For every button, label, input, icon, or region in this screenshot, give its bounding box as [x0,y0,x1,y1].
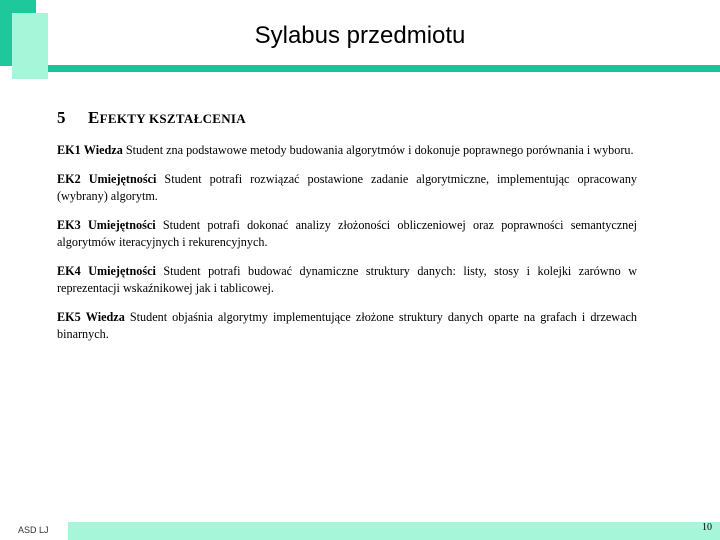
outcome-code: EK5 [57,310,81,324]
outcome-category: Wiedza [83,143,123,157]
outcome-text: Student potrafi budować dynamiczne struktury danych: listy, stosy i kolejki zarówno w reprezentacji wskaźnikowej jak i tablicowej. [57,264,638,295]
section-title-rest: FEKTY KSZTAŁCENIA [99,111,246,126]
outcome-category: Wiedza [85,310,125,324]
outcome-code: EK4 [57,264,81,278]
outcome-code: EK3 [57,218,81,232]
footer-label: ASD LJ [18,525,49,535]
outcome-text: Student potrafi rozwiązać postawione zadanie algorytmiczne, implementując opracowany (wybrany) algorytm. [57,172,638,203]
outcome-code: EK1 [57,143,81,157]
outcome-item [57,142,637,159]
slide-title: Sylabus przedmiotu [254,22,466,49]
outcome-text: Student objaśnia algorytmy implementujące złożone struktury danych oparte na grafach i drzewach binarnych. [57,310,637,341]
page-number: 10 [702,522,712,533]
outcome-category: Umiejętności [88,264,156,278]
outcome-text: Student zna podstawowe metody budowania algorytmów i dokonuje poprawnego porównania i wyboru. [125,143,634,157]
outcome-item [57,171,637,205]
outcome-text: Student potrafi dokonać analizy złożoności obliczeniowej oraz poprawności semantycznej algorytmów iteracyjnych i rekurencyjnych. [57,218,638,249]
outcome-item [57,263,637,297]
footer-bar [68,522,720,540]
outcome-category: Umiejętności [88,172,157,186]
section-heading [57,108,637,128]
section-title-initial: E [88,108,100,127]
header-rule [48,65,720,72]
section-number: 5 [57,108,66,127]
outcome-code: EK2 [57,172,81,186]
outcome-category: Umiejętności [87,218,156,232]
learning-outcomes-section [57,108,637,355]
outcome-item [57,309,637,343]
outcomes-list [57,142,637,343]
outcome-item [57,217,637,251]
